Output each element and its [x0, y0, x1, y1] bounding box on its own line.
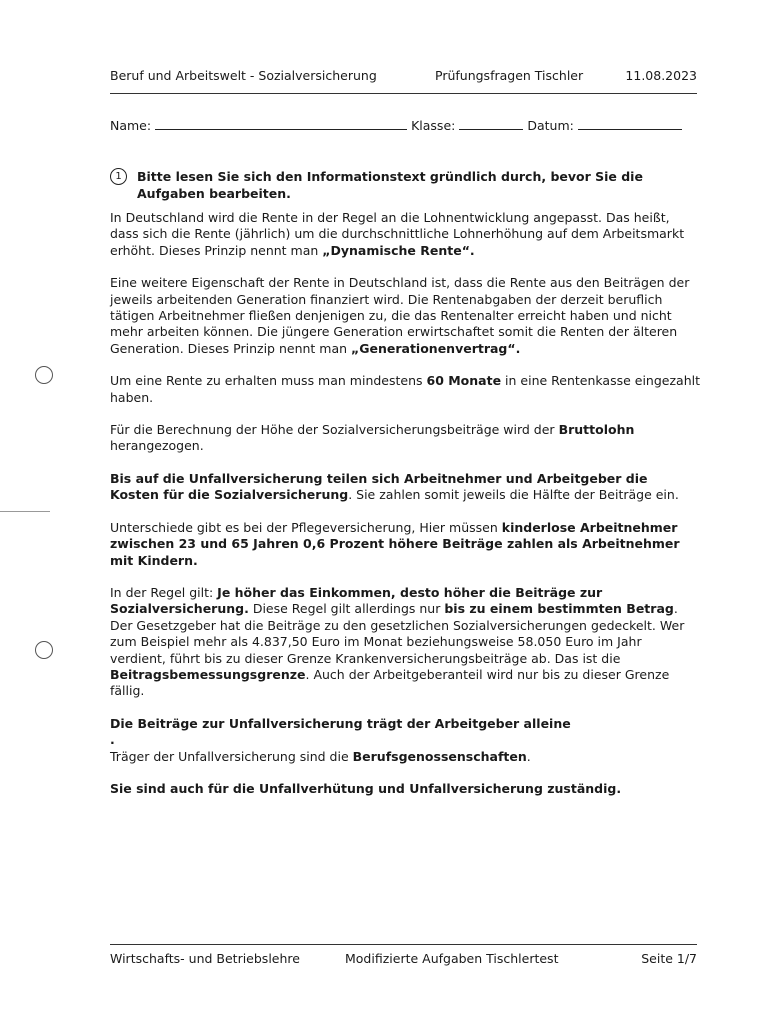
fold-mark: [0, 511, 50, 512]
task-number-badge: 1: [110, 168, 127, 185]
paragraph-dynamic-pension: [110, 210, 700, 259]
bold-term: Je höher das Einkommen, desto höher die Beiträge zur Sozialversicherung.: [110, 584, 603, 617]
bold-dot: .: [110, 732, 115, 748]
text: Diese Regel gilt allerdings nur: [248, 601, 445, 617]
paragraph-gross-wage: [110, 422, 700, 455]
text: . Auch der Arbeitgeberanteil wird nur bis zu dieser Grenze fällig.: [110, 666, 670, 699]
paragraph-cost-sharing: [110, 471, 700, 504]
footer-title: Modifizierte Aufgaben Tischlertest: [345, 951, 559, 966]
header-date: 11.08.2023: [625, 68, 697, 83]
class-field[interactable]: [459, 117, 523, 130]
text: Um eine Rente zu erhalten muss man mindestens: [110, 373, 427, 389]
task-instruction-text: Bitte lesen Sie sich den Informationstext gründlich durch, bevor Sie die Aufgaben bearbeiten.: [137, 169, 643, 201]
bold-term: bis zu einem bestimmten Betrag: [444, 601, 674, 617]
footer-subject: Wirtschafts- und Betriebslehre: [110, 951, 300, 966]
text: herangezogen.: [110, 438, 204, 454]
text: . Der Gesetzgeber hat die Beiträge zu den gesetzlichen Sozialversicherungen gedeckelt. Wer zum Beispiel mehr als 4.837,50 Euro im Monat beziehungsweise 58.050 Euro im Jahr verdient, führt bis zu dieser Grenze Krankenversicherungsbeiträge ab. Das ist die: [110, 601, 685, 666]
name-row: [110, 117, 697, 133]
bold-term: Bruttolohn: [558, 422, 635, 438]
punch-hole-bottom: [35, 641, 53, 659]
bold-term: Sie sind auch für die Unfallverhütung und Unfallversicherung zuständig.: [110, 780, 622, 796]
bold-term: Die Beiträge zur Unfallversicherung trägt der Arbeitgeber alleine: [110, 715, 571, 731]
text: In der Regel gilt:: [110, 584, 218, 600]
bold-term: Berufsgenossenschaften: [352, 748, 527, 764]
bold-term: Beitragsbemessungsgrenze: [110, 666, 306, 682]
paragraph-generation-contract: [110, 275, 700, 357]
bold-term: „Dynamische Rente“.: [322, 242, 475, 258]
header-subject: Beruf und Arbeitswelt - Sozialversicherung: [110, 68, 377, 83]
date-field[interactable]: [578, 117, 682, 130]
footer-page-number: Seite 1/7: [641, 951, 697, 966]
text: . Sie zahlen somit jeweils die Hälfte der Beiträge ein.: [348, 487, 679, 503]
class-label: Klasse:: [411, 118, 456, 133]
paragraph-accident-prevention: [110, 781, 700, 797]
text: Für die Berechnung der Höhe der Sozialversicherungsbeiträge wird der: [110, 422, 559, 438]
task-instruction: [110, 168, 700, 202]
name-label: Name:: [110, 118, 152, 133]
punch-hole-top: [35, 366, 53, 384]
name-field[interactable]: [155, 117, 407, 130]
text: In Deutschland wird die Rente in der Regel an die Lohnentwicklung angepasst. Das heißt, dass sich die Rente (jährlich) um die durchschnittliche Lohnerhöhung auf dem Arbeitsmarkt erhöht. Dieses Prinzip nennt man: [110, 210, 685, 258]
paragraph-minimum-months: [110, 373, 700, 406]
text: .: [526, 748, 531, 764]
date-label: Datum:: [527, 118, 574, 133]
text: Eine weitere Eigenschaft der Rente in Deutschland ist, dass die Rente aus den Beiträgen der jeweils arbeitenden Generation finanziert wird. Die Rentenabgaben der derzeit beruflich tätigen Arbeitnehmer fließen denjenigen zu, die das Rentenalter erreicht haben und nicht mehr arbeiten können. Die jüngere Generation erwirtschaftet somit die Renten der älteren Generation. Dieses Prinzip nennt man: [110, 275, 690, 356]
paragraph-care-insurance: [110, 520, 700, 569]
bold-term: Bis auf die Unfallversicherung teilen sich Arbeitnehmer und Arbeitgeber die Kosten für die Sozialversicherung: [110, 470, 648, 503]
bold-term: kinderlose Arbeitnehmer zwischen 23 und 65 Jahren 0,6 Prozent höhere Beiträge zahlen als Arbeitnehmer mit Kindern.: [110, 519, 680, 568]
paragraph-contribution-ceiling: [110, 585, 700, 700]
information-text: [110, 210, 700, 813]
page-header: [110, 68, 697, 94]
header-title: Prüfungsfragen Tischler: [435, 68, 584, 83]
paragraph-accident-insurance: [110, 716, 700, 765]
page-footer: [110, 944, 697, 966]
text: Träger der Unfallversicherung sind die: [110, 748, 353, 764]
bold-term: 60 Monate: [426, 373, 502, 389]
text: Unterschiede gibt es bei der Pflegeversicherung, Hier müssen: [110, 519, 502, 535]
bold-term: „Generationenvertrag“.: [351, 340, 521, 356]
text: in eine Rentenkasse eingezahlt haben.: [110, 373, 701, 405]
